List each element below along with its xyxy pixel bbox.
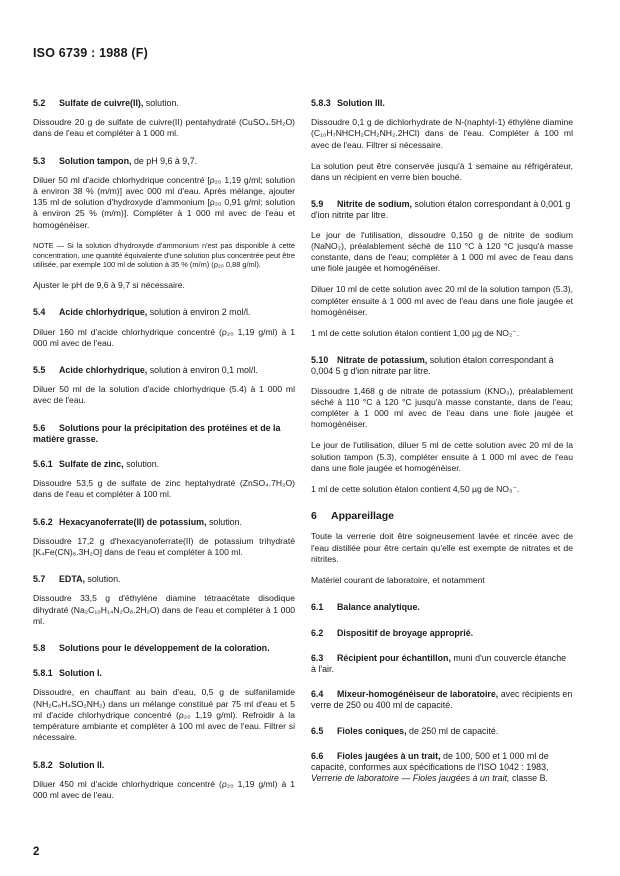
section-5-3-text: Diluer 50 ml d'acide chlorhydrique concentré [ρ₂₀ 1,19 g/ml; solution à environ 38 % (m/m)] avec 000 ml d'eau. Après mélange, ajouter 135 ml de solution d'hydroxyde d'ammonium [ρ₂₀ 0,91 g/ml; solution à environ 25 % (m/m)]. Compléter à 1 000 ml avec de l'eau et homogénéiser. xyxy=(33,174,295,230)
section-title: Solution tampon, xyxy=(59,155,132,166)
section-5-10-text-2: Le jour de l'utilisation, diluer 5 ml de cette solution avec 20 ml de la solution tampon (5.3), compléter ensuite à 1 000 ml avec de l'eau dans une fiole jaugée et homogénéiser. xyxy=(311,440,573,473)
section-title: Sulfate de zinc, xyxy=(59,459,124,470)
section-title-rest: de pH 9,6 à 9,7. xyxy=(131,155,198,166)
page-number: 2 xyxy=(33,846,40,858)
section-5-8-2-heading xyxy=(33,760,295,771)
standard-reference-class: classe B. xyxy=(509,773,548,784)
section-title: Appareillage xyxy=(331,510,395,523)
section-5-8-3-text: Dissoudre 0,1 g de dichlorhydrate de N-(naphtyl-1) éthylène diamine (C₁₀H₇NHCH₂CH₂NH₂.2HCl) dans de l'eau. Compléter à 100 ml avec de l'eau. Filtrer si nécessaire. xyxy=(311,117,573,150)
section-title-rest: solution étalon correspondant à 0,001 g d'ion nitrite par litre. xyxy=(311,199,571,221)
left-column xyxy=(33,98,295,811)
section-number: 5.10 xyxy=(311,355,329,366)
section-number: 5.6 xyxy=(33,422,46,433)
section-5-2-heading xyxy=(33,98,295,109)
standard-reference-title: Verrerie de laboratoire — Fioles jaugées à un trait, xyxy=(311,773,510,784)
section-5-4-heading xyxy=(33,307,295,318)
section-5-5-heading xyxy=(33,365,295,376)
section-5-8-1-text: Dissoudre, en chauffant au bain d'eau, 0,5 g de sulfanilamide (NH₂C₆H₄SO₂NH₂) dans un mélange constitué par 75 ml d'eau et 5 ml d'acide chlorhydrique concentré (ρ₂₀ 1,19 g/ml). Refroidir à la température ambiante et compléter à 100 ml avec de l'eau. Filtrer si nécessaire. xyxy=(33,687,295,743)
section-title-rest: solution étalon correspondant à 0,004 5 g d'ion nitrate par litre. xyxy=(311,355,554,377)
section-title: Mixeur-homogénéiseur de laboratoire, xyxy=(337,689,499,700)
section-6-6-heading xyxy=(311,751,573,785)
section-number: 5.8.2 xyxy=(33,759,53,770)
section-5-6-2-text: Dissoudre 17,2 g d'hexacyanoferrate(II) de potassium trihydraté [K₄Fe(CN)₆.3H₂O] dans de l'eau et compléter à 100 ml. xyxy=(33,535,295,558)
section-5-8-3-text-2: La solution peut être conservée jusqu'à 1 semaine au réfrigérateur, dans un récipient en verre bien bouché. xyxy=(311,160,573,183)
section-6-text-2: Matériel courant de laboratoire, et notamment xyxy=(311,575,485,586)
section-title-rest: solution. xyxy=(143,98,179,108)
section-title-rest: solution à environ 0,1 mol/l. xyxy=(147,365,258,376)
section-number: 5.8 xyxy=(33,643,46,654)
section-title: Solution III. xyxy=(337,98,385,108)
section-5-7-heading xyxy=(33,574,295,585)
section-title: Hexacyanoferrate(II) de potassium, xyxy=(59,516,207,527)
section-number: 6.6 xyxy=(311,750,324,761)
section-number: 5.6.2 xyxy=(33,516,53,527)
section-number: 6.3 xyxy=(311,652,324,663)
section-6-heading xyxy=(311,511,573,522)
section-title: Fioles jaugées à un trait, xyxy=(337,750,441,761)
section-title: Acide chlorhydrique, xyxy=(59,307,148,318)
section-title: EDTA, xyxy=(59,574,85,585)
section-6-2-heading xyxy=(311,628,573,639)
section-5-3-heading xyxy=(33,156,295,167)
section-title: Solution I. xyxy=(59,668,102,679)
section-5-6-1-text: Dissoudre 53,5 g de sulfate de zinc heptahydraté (ZnSO₄.7H₂O) dans de l'eau et compléter à 100 ml. xyxy=(33,478,295,500)
section-title: Récipient pour échantillon, xyxy=(337,652,451,663)
section-number: 5.4 xyxy=(33,307,46,318)
section-title: Sulfate de cuivre(II), xyxy=(59,98,144,108)
section-5-8-3-heading xyxy=(311,98,573,109)
section-5-10-heading xyxy=(311,355,573,377)
section-number: 6.2 xyxy=(311,627,324,638)
right-column xyxy=(311,98,573,792)
section-title: Solutions pour la précipitation des protéines et de la matière grasse. xyxy=(33,422,281,444)
section-title-rest: solution à environ 2 mol/l. xyxy=(147,307,251,318)
section-6-4-heading xyxy=(311,689,573,711)
section-6-5-heading xyxy=(311,726,573,737)
section-title: Acide chlorhydrique, xyxy=(59,365,148,376)
section-5-6-1-heading xyxy=(33,459,295,470)
section-6-3-heading xyxy=(311,653,573,675)
section-number: 5.6.1 xyxy=(33,459,53,470)
section-title-rest: solution. xyxy=(206,516,243,527)
section-number: 5.2 xyxy=(33,98,46,108)
section-5-2-text: Dissoudre 20 g de sulfate de cuivre(II) pentahydraté (CuSO₄.5H₂O) dans de l'eau et compléter à 1 000 ml. xyxy=(33,117,295,139)
section-number: 5.7 xyxy=(33,574,46,585)
section-number: 5.3 xyxy=(33,155,46,166)
section-6-text: Toute la verrerie doit être soigneusement lavée et rincée avec de l'eau distillée pour être certain qu'elle est exempte de nitrates et de nitrites. xyxy=(311,531,573,564)
section-5-6-heading xyxy=(33,423,295,445)
section-number: 5.5 xyxy=(33,365,46,376)
section-number: 6.1 xyxy=(311,602,324,613)
section-5-9-text: Le jour de l'utilisation, dissoudre 0,150 g de nitrite de sodium (NaNO₂), préalablement séché de 110 °C à 120 °C jusqu'à masse constante, dans de l'eau; compléter à 1 000 ml avec de l'eau dans une fiole jaugée et homogénéiser. xyxy=(311,229,573,274)
section-title-rest: de 250 ml de capacité. xyxy=(406,725,499,736)
section-title-rest: solution. xyxy=(84,574,121,585)
section-number: 6.4 xyxy=(311,689,324,700)
section-title-rest: avec récipients en verre de 250 ou 400 ml de capacité. xyxy=(311,689,573,711)
section-number: 5.9 xyxy=(311,199,324,210)
section-5-9-text-2: Diluer 10 ml de cette solution avec 20 ml de la solution tampon (5.3), compléter ensuite à 1 000 ml avec de l'eau dans une fiole jaugée et homogénéiser. xyxy=(311,284,573,317)
section-5-8-heading xyxy=(33,643,295,654)
section-5-10-text-3: 1 ml de cette solution étalon contient 4,50 µg de NO₃⁻. xyxy=(311,484,520,495)
section-6-1-heading xyxy=(311,602,573,613)
section-5-4-text: Diluer 160 ml d'acide chlorhydrique concentré (ρ₂₀ 1,19 g/ml) à 1 000 ml avec de l'eau. xyxy=(33,326,295,348)
section-number: 6 xyxy=(311,510,317,523)
section-number: 5.8.3 xyxy=(311,98,331,108)
section-title: Solution II. xyxy=(59,759,105,770)
section-title: Balance analytique. xyxy=(337,602,420,613)
section-5-9-text-3: 1 ml de cette solution étalon contient 1,00 µg de NO₂⁻. xyxy=(311,328,520,339)
section-5-8-2-text: Diluer 450 ml d'acide chlorhydrique concentré (ρ₂₀ 1,19 g/ml) à 1 000 ml avec de l'eau. xyxy=(33,778,295,800)
section-5-5-text: Diluer 50 ml de la solution d'acide chlorhydrique (5.4) à 1 000 ml avec de l'eau. xyxy=(33,384,295,406)
section-5-7-text: Dissoudre 33,5 g d'éthylène diamine tétraacétate disodique dihydraté (Na₂C₁₀H₁₄N₂O₈.2H₂O) dans de l'eau et compléter à 1 000 ml. xyxy=(33,593,295,626)
document-header: ISO 6739 : 1988 (F) xyxy=(33,46,148,60)
section-5-10-text: Dissoudre 1,468 g de nitrate de potassium (KNO₃), préalablement séché à 110 °C à 120 °C jusqu'à masse constante, dans de l'eau; compléter à 1 000 ml avec de l'eau dans une fiole jaugée et homogénéiser. xyxy=(311,385,573,430)
section-title: Solutions pour le développement de la coloration. xyxy=(59,643,270,654)
section-5-3-text-2: Ajuster le pH de 9,6 à 9,7 si nécessaire. xyxy=(33,280,185,291)
section-5-3-note: NOTE — Si la solution d'hydroxyde d'ammonium n'est pas disponible à cette concentration, une quantité équivalente d'une solution plus concentrée peut être utilisée, par exemple 100 ml de solution à 35 % (m/m) (ρ₂₀ 0,88 g/ml). xyxy=(33,240,295,270)
section-number: 5.8.1 xyxy=(33,668,53,679)
section-5-8-1-heading xyxy=(33,668,295,679)
section-title: Dispositif de broyage approprié. xyxy=(337,627,474,638)
section-title-rest: solution. xyxy=(123,459,160,470)
section-title: Nitrite de sodium, xyxy=(337,199,412,210)
section-title: Fioles coniques, xyxy=(337,725,407,736)
section-title-rest: muni d'un couvercle étanche à l'air. xyxy=(311,652,567,674)
section-title-rest: de 100, 500 et 1 000 ml de capacité, conformes aux spécifications de l'ISO 1042 : 1983, xyxy=(311,750,549,772)
section-5-9-heading xyxy=(311,199,573,221)
section-5-6-2-heading xyxy=(33,517,295,528)
section-number: 6.5 xyxy=(311,725,324,736)
section-title: Nitrate de potassium, xyxy=(337,355,428,366)
